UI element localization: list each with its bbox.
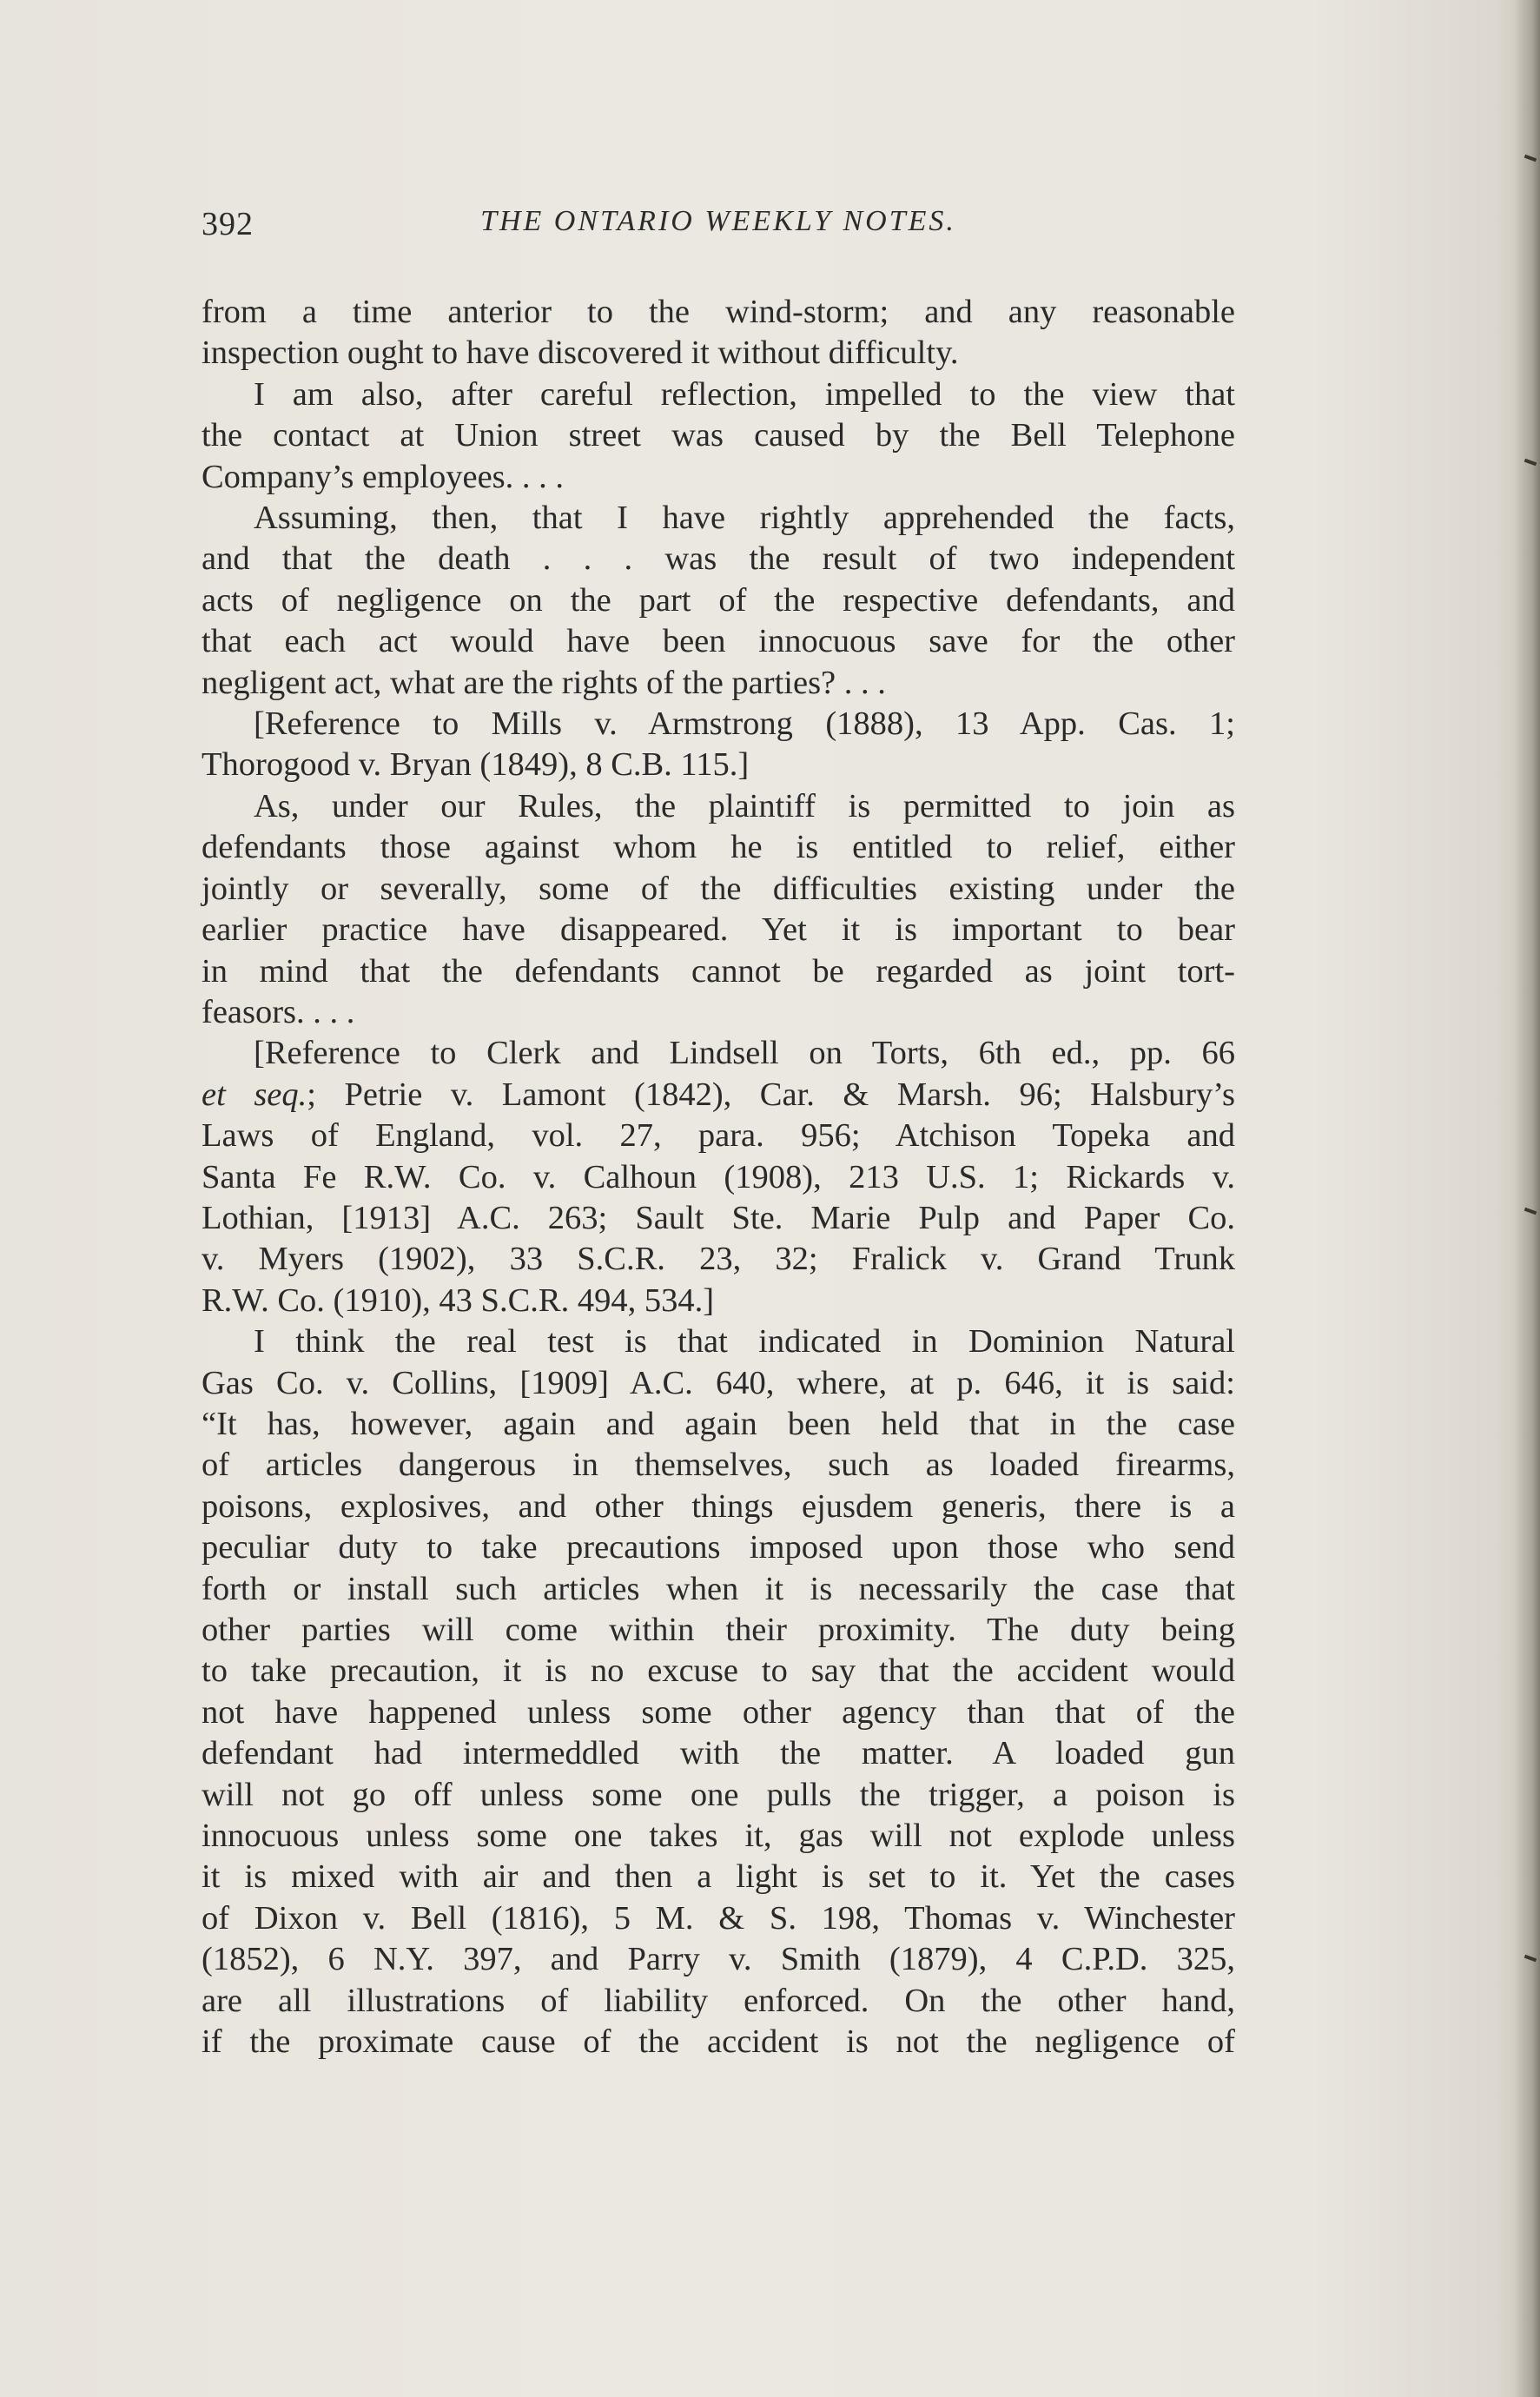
text-line: v. Myers (1902), 33 S.C.R. 23, 32; Fralick v. Grand Trunk	[202, 1241, 1235, 1278]
text-line: peculiar duty to take precautions imposed upon those who send	[202, 1529, 1235, 1566]
text-line: it is mixed with air and then a light is set to it. Yet the cases	[202, 1858, 1235, 1896]
text-line: other parties will come within their proximity. The duty being	[202, 1612, 1235, 1648]
text-line: are all illustrations of liability enforced. On the other hand,	[202, 1982, 1235, 2019]
text-line: will not go off unless some one pulls the trigger, a poison is	[202, 1776, 1235, 1813]
text-line: of articles dangerous in themselves, such as loaded firearms,	[202, 1447, 1235, 1484]
italic-term: et seq.	[202, 1076, 307, 1113]
text-line: As, under our Rules, the plaintiff is permitted to join as	[254, 787, 1235, 824]
text-line: that each act would have been innocuous save for the other	[202, 623, 1235, 660]
text-line: not have happened unless some other agency than that of the	[202, 1693, 1235, 1731]
text-line: [Reference to Clerk and Lindsell on Torts, 6th ed., pp. 66	[254, 1035, 1235, 1072]
text-line: Assuming, then, that I have rightly apprehended the facts,	[254, 500, 1235, 537]
text-line: Company’s employees. . . .	[202, 458, 565, 495]
page-header	[202, 205, 1235, 257]
text-line: if the proximate cause of the accident is not the negligence of	[202, 2023, 1235, 2061]
text-line: inspection ought to have discovered it without difficulty.	[202, 334, 959, 372]
page-edge-shadow	[1514, 0, 1540, 2397]
page-number: 392	[202, 206, 254, 242]
text-line: acts of negligence on the part of the respective defendants, and	[202, 581, 1235, 619]
text-line: Santa Fe R.W. Co. v. Calhoun (1908), 213 U.S. 1; Rickards v.	[202, 1158, 1235, 1195]
text-line: jointly or severally, some of the difficulties existing under the	[202, 870, 1235, 907]
text-line: the contact at Union street was caused by the Bell Telephone	[202, 417, 1235, 454]
text-line: defendant had intermeddled with the matter. A loaded gun	[202, 1735, 1235, 1772]
text-line: to take precaution, it is no excuse to say that the accident would	[202, 1652, 1235, 1690]
text-line: defendants those against whom he is entitled to relief, either	[202, 829, 1235, 866]
text-line: R.W. Co. (1910), 43 S.C.R. 494, 534.]	[202, 1281, 715, 1319]
text-line: and that the death . . . was the result of two independent	[202, 540, 1235, 578]
body-text	[202, 292, 1235, 2063]
text-line: in mind that the defendants cannot be regarded as joint tort-	[202, 952, 1235, 990]
text-line: (1852), 6 N.Y. 397, and Parry v. Smith (1879), 4 C.P.D. 325,	[202, 1941, 1235, 1978]
text-line: poisons, explosives, and other things ejusdem generis, there is a	[202, 1487, 1235, 1525]
text-line: Lothian, [1913] A.C. 263; Sault Ste. Marie Pulp and Paper Co.	[202, 1199, 1235, 1236]
text-line: feasors. . . .	[202, 993, 355, 1030]
text-line: from a time anterior to the wind-storm; and any reasonable	[202, 294, 1235, 330]
text-line: of Dixon v. Bell (1816), 5 M. & S. 198, Thomas v. Winchester	[202, 1899, 1235, 1937]
text-line: [Reference to Mills v. Armstrong (1888), 13 App. Cas. 1;	[254, 705, 1235, 743]
text-line	[202, 1075, 1235, 1116]
text-line: Gas Co. v. Collins, [1909] A.C. 640, where, at p. 646, it is said:	[202, 1364, 1235, 1401]
text-line-rest: ; Petrie v. Lamont (1842), Car. & Marsh. 96; Halsbury’s	[307, 1076, 1235, 1113]
text-line: earlier practice have disappeared. Yet it is important to bear	[202, 911, 1235, 949]
text-line: Thorogood v. Bryan (1849), 8 C.B. 115.]	[202, 746, 750, 784]
running-title: THE ONTARIO WEEKLY NOTES.	[480, 205, 956, 237]
text-line: innocuous unless some one takes it, gas will not explode unless	[202, 1818, 1235, 1855]
text-line: forth or install such articles when it is necessarily the case that	[202, 1570, 1235, 1607]
text-line: “It has, however, again and again been held that in the case	[202, 1405, 1235, 1442]
text-line: I think the real test is that indicated in Dominion Natural	[254, 1323, 1235, 1361]
text-line: I am also, after careful reflection, impelled to the view that	[254, 375, 1235, 413]
text-line: negligent act, what are the rights of the parties? . . .	[202, 664, 886, 701]
text-line: Laws of England, vol. 27, para. 956; Atchison Topeka and	[202, 1117, 1235, 1155]
